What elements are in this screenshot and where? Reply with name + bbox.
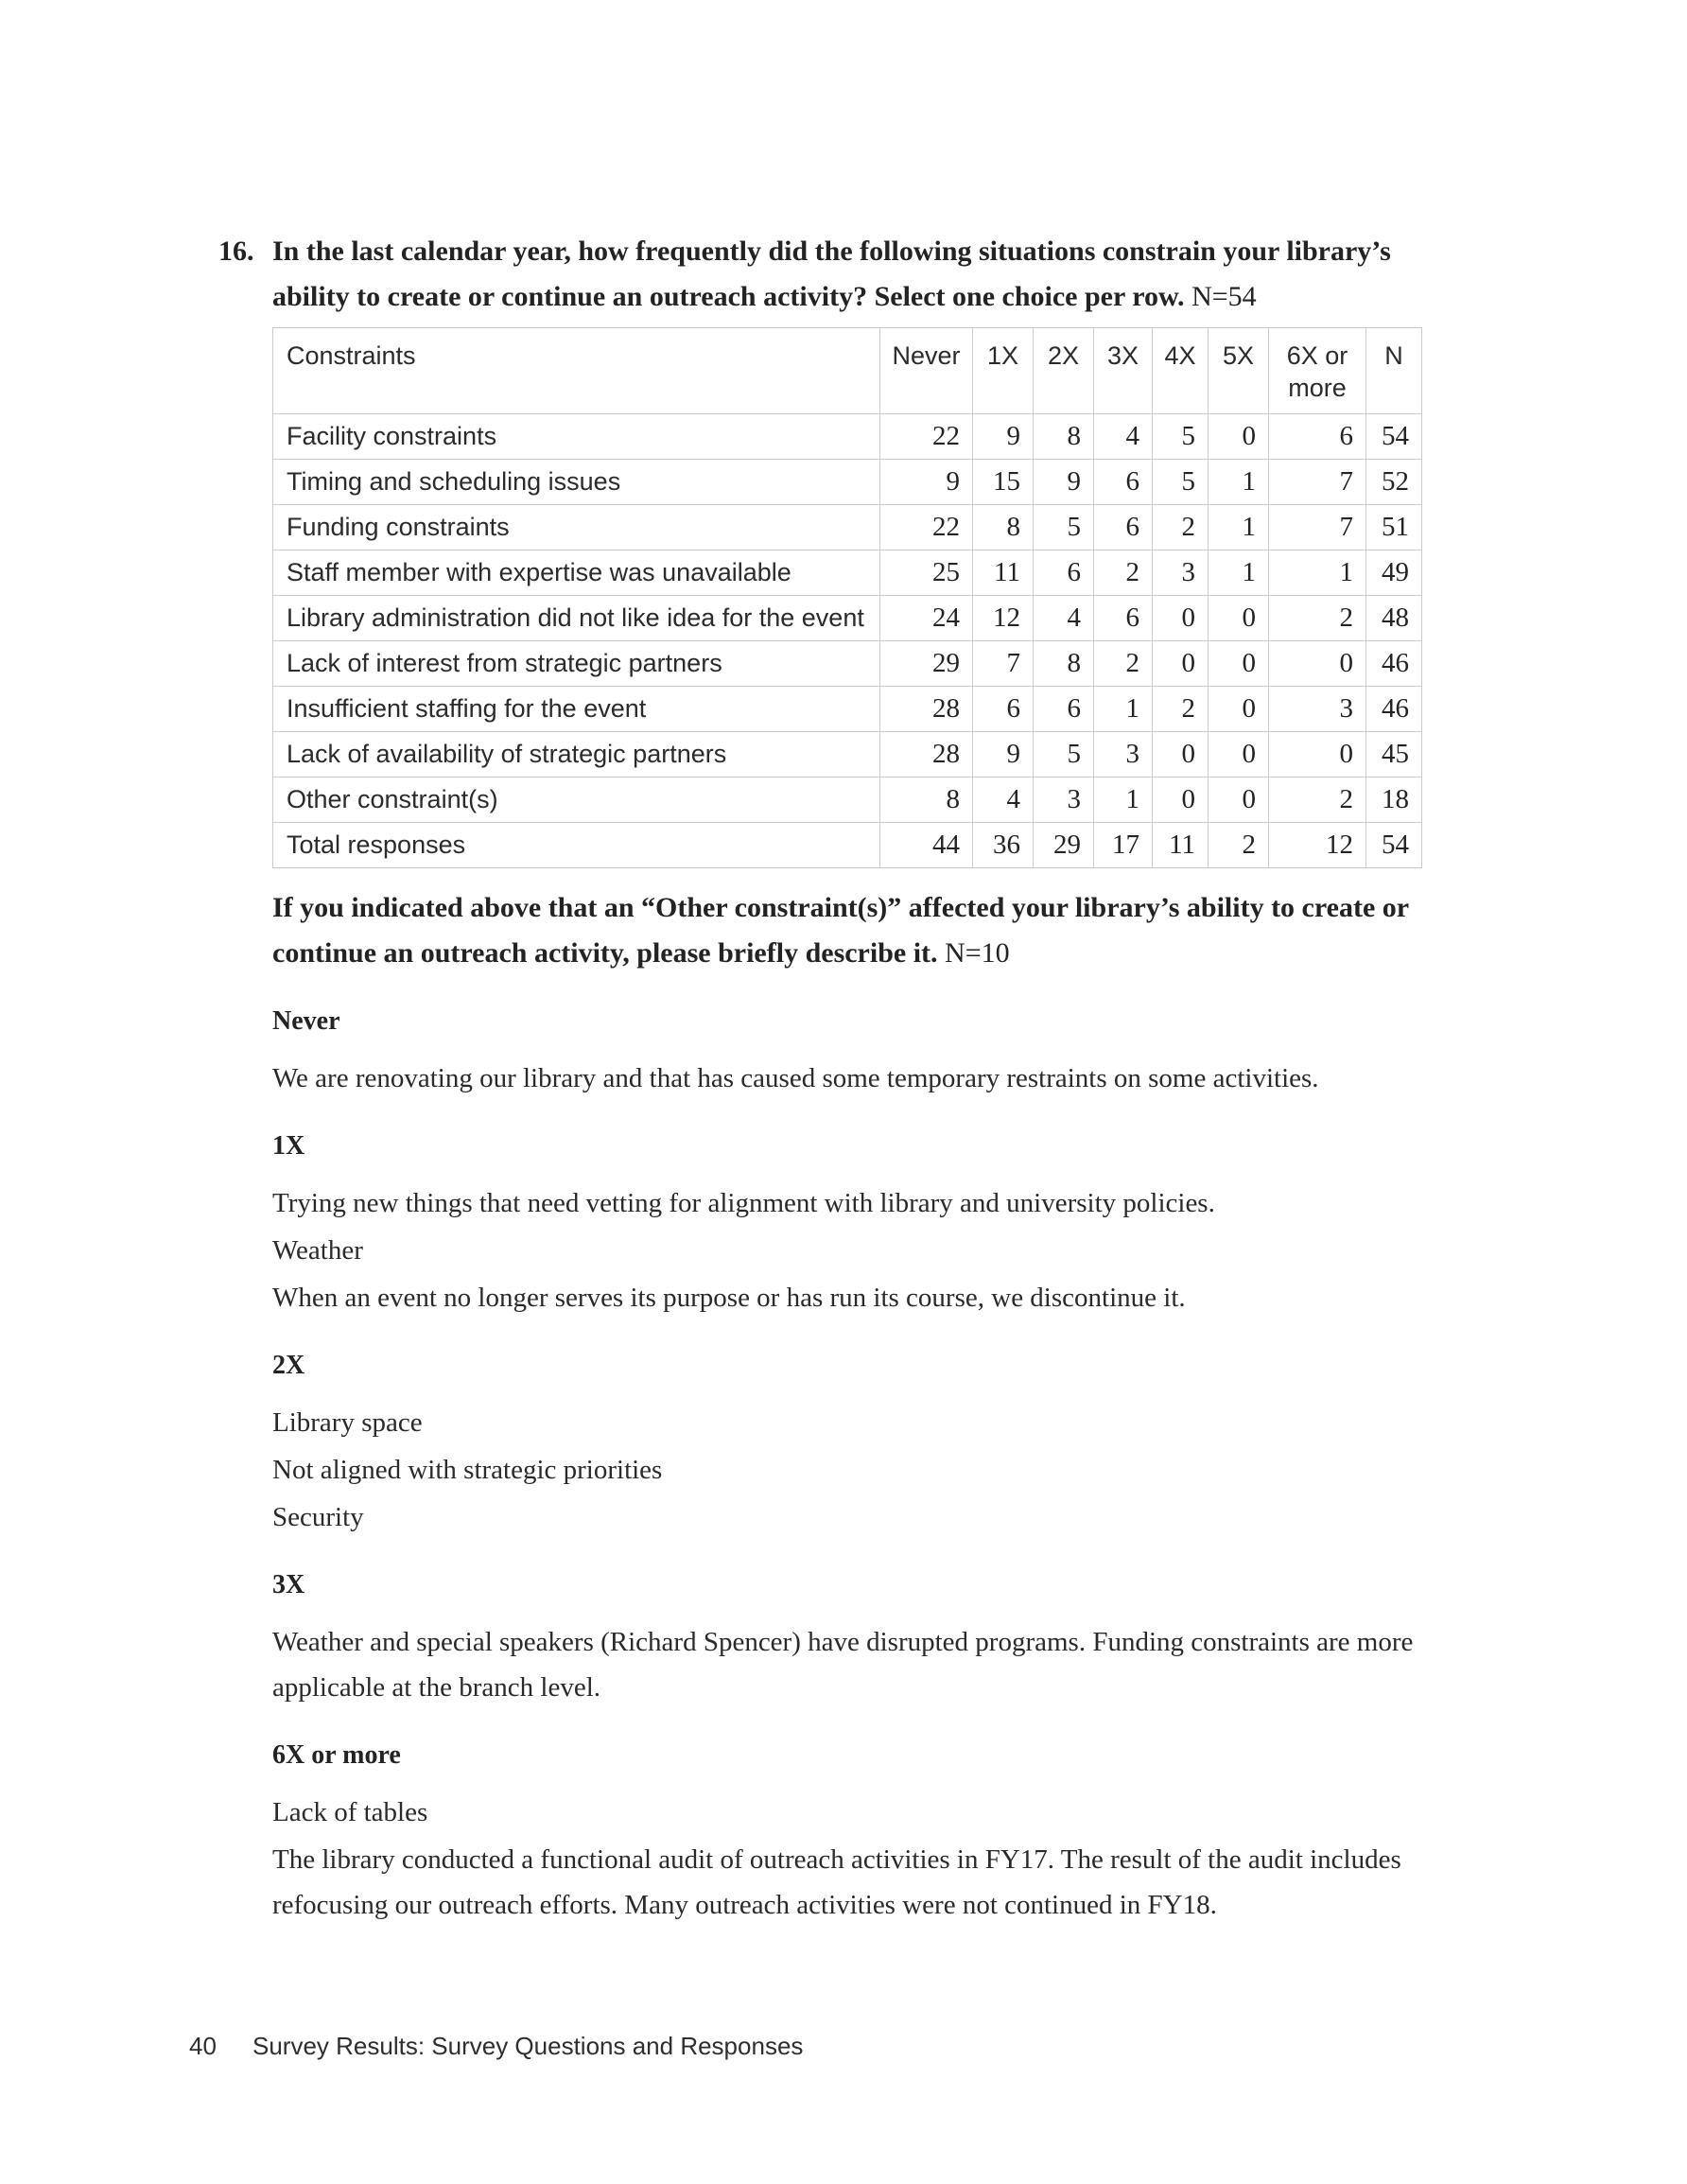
cell-value: 4 [1034,596,1094,641]
cell-value: 2 [1269,596,1366,641]
row-label: Library administration did not like idea for the event [273,596,880,641]
table-header-row [273,328,1422,414]
table-row [273,460,1422,505]
cell-value: 44 [880,823,973,868]
cell-value: 11 [973,550,1034,596]
cell-value: 48 [1366,596,1422,641]
response-paragraph: We are renovating our library and that has caused some temporary restraints on some activities. [272,1063,1319,1093]
header-6x-or-more: 6X or more [1269,328,1366,414]
header-constraints: Constraints [273,328,880,414]
cell-value: 45 [1366,732,1422,778]
cell-value: 8 [1034,414,1094,460]
page-content [218,0,1421,1928]
cell-value: 6 [1034,687,1094,732]
cell-value: 52 [1366,460,1422,505]
row-label: Lack of interest from strategic partners [273,641,880,687]
cell-value: 46 [1366,641,1422,687]
table-row-total [273,823,1422,868]
cell-value: 28 [880,687,973,732]
cell-value: 7 [1269,505,1366,550]
response-paragraph: Security [272,1502,364,1532]
response-paragraph: Trying new things that need vetting for alignment with library and university policies. [272,1188,1215,1218]
cell-value: 7 [1269,460,1366,505]
header-4x: 4X [1153,328,1209,414]
cell-value: 0 [1209,596,1269,641]
table-row [273,687,1422,732]
constraints-table [272,327,1422,868]
question-heading [218,229,1421,320]
cell-value: 3 [1094,732,1153,778]
table-row [273,414,1422,460]
cell-value: 17 [1094,823,1153,868]
cell-value: 5 [1034,732,1094,778]
cell-value: 54 [1366,823,1422,868]
footer-title: Survey Results: Survey Questions and Responses [252,2032,804,2060]
response-paragraph: When an event no longer serves its purpose or has run its course, we discontinue it. [272,1283,1186,1313]
cell-value: 49 [1366,550,1422,596]
followup-text: If you indicated above that an “Other constraint(s)” affected your library’s ability to create or continue an outreach activity, please briefly describe it. [272,892,1409,969]
cell-value: 0 [1209,414,1269,460]
cell-value: 29 [1034,823,1094,868]
cell-value: 5 [1153,460,1209,505]
cell-value: 11 [1153,823,1209,868]
section-heading-2x: 2X [272,1351,305,1380]
response-paragraph: Weather [272,1235,363,1266]
cell-value: 3 [1269,687,1366,732]
cell-value: 0 [1153,596,1209,641]
cell-value: 2 [1209,823,1269,868]
cell-value: 9 [1034,460,1094,505]
row-label: Other constraint(s) [273,778,880,823]
cell-value: 46 [1366,687,1422,732]
cell-value: 8 [1034,641,1094,687]
row-label: Lack of availability of strategic partners [273,732,880,778]
question-n-count: N=54 [1191,281,1257,312]
cell-value: 24 [880,596,973,641]
question-number: 16. [218,236,254,267]
cell-value: 0 [1153,778,1209,823]
response-paragraph: Weather and special speakers (Richard Spencer) have disrupted programs. Funding constraints are more applicable at the branch level. [272,1627,1414,1703]
header-1x: 1X [973,328,1034,414]
row-label: Facility constraints [273,414,880,460]
cell-value: 2 [1094,550,1153,596]
cell-value: 1 [1269,550,1366,596]
response-paragraph: Library space [272,1407,423,1438]
cell-value: 0 [1209,732,1269,778]
cell-value: 12 [973,596,1034,641]
cell-value: 51 [1366,505,1422,550]
cell-value: 18 [1366,778,1422,823]
table-row [273,505,1422,550]
section-heading-3x: 3X [272,1570,305,1599]
cell-value: 22 [880,414,973,460]
cell-value: 6 [973,687,1034,732]
cell-value: 1 [1094,778,1153,823]
cell-value: 0 [1269,641,1366,687]
cell-value: 3 [1034,778,1094,823]
cell-value: 0 [1209,641,1269,687]
cell-value: 2 [1153,687,1209,732]
cell-value: 8 [880,778,973,823]
cell-value: 12 [1269,823,1366,868]
section-heading-never: Never [272,1006,340,1036]
header-3x: 3X [1094,328,1153,414]
cell-value: 2 [1153,505,1209,550]
cell-value: 6 [1034,550,1094,596]
cell-value: 6 [1094,505,1153,550]
cell-value: 0 [1209,778,1269,823]
cell-value: 1 [1209,550,1269,596]
cell-value: 9 [880,460,973,505]
header-never: Never [880,328,973,414]
table-row [273,550,1422,596]
row-label: Staff member with expertise was unavailable [273,550,880,596]
cell-value: 8 [973,505,1034,550]
cell-value: 28 [880,732,973,778]
cell-value: 9 [973,414,1034,460]
section-heading-1x: 1X [272,1131,305,1161]
cell-value: 9 [973,732,1034,778]
cell-value: 7 [973,641,1034,687]
table-row [273,778,1422,823]
table-row [273,596,1422,641]
cell-value: 1 [1094,687,1153,732]
cell-value: 0 [1153,641,1209,687]
cell-value: 22 [880,505,973,550]
cell-value: 6 [1269,414,1366,460]
cell-value: 0 [1269,732,1366,778]
section-heading-6x-or-more: 6X or more [272,1740,401,1770]
row-label: Funding constraints [273,505,880,550]
cell-value: 5 [1034,505,1094,550]
cell-value: 4 [1094,414,1153,460]
response-paragraph: Not aligned with strategic priorities [272,1455,663,1485]
header-2x: 2X [1034,328,1094,414]
header-n: N [1366,328,1422,414]
followup-n-count: N=10 [945,937,1010,969]
cell-value: 5 [1153,414,1209,460]
cell-value: 6 [1094,596,1153,641]
cell-value: 25 [880,550,973,596]
cell-value: 1 [1209,460,1269,505]
cell-value: 2 [1269,778,1366,823]
cell-value: 15 [973,460,1034,505]
cell-value: 2 [1094,641,1153,687]
row-label: Insufficient staffing for the event [273,687,880,732]
table-row [273,641,1422,687]
cell-value: 29 [880,641,973,687]
followup-question [272,885,1421,976]
cell-value: 36 [973,823,1034,868]
cell-value: 0 [1209,687,1269,732]
page-number: 40 [189,2032,217,2060]
cell-value: 0 [1153,732,1209,778]
table-row [273,732,1422,778]
header-5x: 5X [1209,328,1269,414]
row-label: Timing and scheduling issues [273,460,880,505]
cell-value: 1 [1209,505,1269,550]
response-paragraph: The library conducted a functional audit of outreach activities in FY17. The result of the audit includes refocusing our outreach efforts. Many outreach activities were not continued in FY18. [272,1844,1401,1920]
cell-value: 4 [973,778,1034,823]
cell-value: 3 [1153,550,1209,596]
cell-value: 54 [1366,414,1422,460]
response-paragraph: Lack of tables [272,1797,428,1827]
cell-value: 6 [1094,460,1153,505]
question-text: In the last calendar year, how frequently did the following situations constrain your library’s ability to create or continue an outreach activity? Select one choice per row. [272,236,1391,312]
row-label: Total responses [273,823,880,868]
